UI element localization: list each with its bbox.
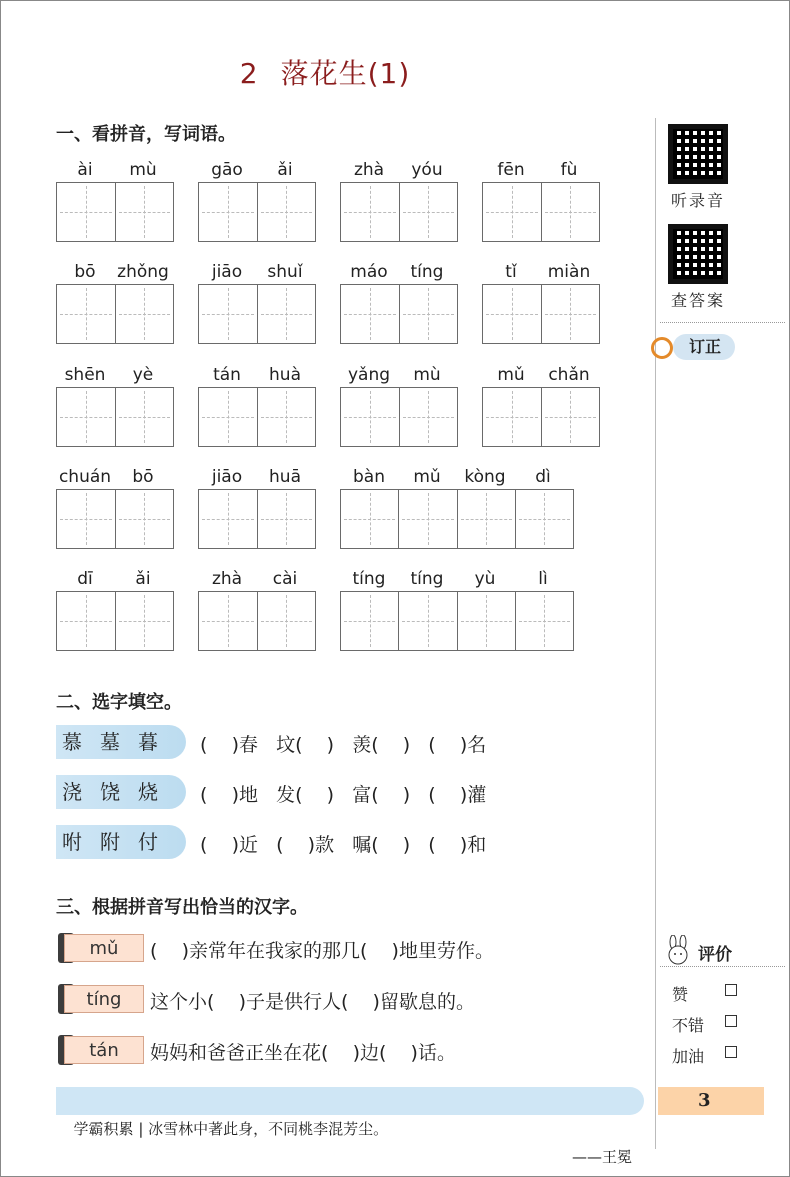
- pinyin-label: fēn: [497, 160, 525, 180]
- footer-author: ——王冕: [571, 1148, 632, 1166]
- pinyin-label: kòng: [464, 467, 506, 487]
- writing-cell[interactable]: [116, 490, 174, 548]
- pinyin-label: miàn: [547, 262, 591, 282]
- writing-grid[interactable]: [340, 284, 458, 344]
- pinyin-label: ài: [77, 160, 93, 180]
- writing-grid[interactable]: [56, 489, 174, 549]
- pinyin-label: tán: [213, 365, 241, 385]
- rabbit-icon: [664, 935, 692, 965]
- pinyin-label: bàn: [353, 467, 385, 487]
- page-title: [0, 52, 650, 92]
- pinyin-label: mù: [413, 365, 441, 385]
- eval-option-great: 赞: [672, 985, 689, 1004]
- writing-cell[interactable]: [341, 285, 400, 343]
- writing-cell[interactable]: [258, 490, 316, 548]
- writing-grid[interactable]: [198, 387, 316, 447]
- writing-cell[interactable]: [199, 183, 258, 241]
- eval-option-try: 加油: [672, 1047, 705, 1066]
- writing-cell[interactable]: [483, 183, 542, 241]
- writing-grid[interactable]: [340, 387, 458, 447]
- pinyin-label: shēn: [64, 365, 106, 385]
- pinyin-label: zhà: [211, 569, 243, 589]
- pinyin-label: shuǐ: [267, 262, 303, 282]
- writing-cell[interactable]: [57, 183, 116, 241]
- pinyin-label: huā: [269, 467, 301, 487]
- writing-cell[interactable]: [400, 285, 458, 343]
- pinyin-label: cài: [272, 569, 298, 589]
- pinyin-label: yǎng: [347, 365, 391, 385]
- pinyin-label: bō: [74, 262, 96, 282]
- writing-cell[interactable]: [483, 388, 542, 446]
- writing-cell[interactable]: [57, 592, 116, 650]
- sentence-row-1[interactable]: ( )亲常年在我家的那几( )地里劳作。: [150, 940, 494, 962]
- pinyin-tag-1: mǔ: [64, 934, 144, 962]
- footer-quote-bar: [56, 1087, 644, 1166]
- pinyin-label: mǔ: [413, 467, 441, 487]
- pinyin-label: tíng: [410, 569, 444, 589]
- lesson-number: 2: [239, 57, 259, 90]
- pinyin-label: jiāo: [211, 262, 243, 282]
- sentence-row-2[interactable]: 这个小( )子是供行人( )留歇息的。: [150, 991, 475, 1013]
- writing-grid[interactable]: [56, 591, 174, 651]
- writing-grid[interactable]: [198, 284, 316, 344]
- pinyin-label: dī: [77, 569, 93, 589]
- writing-cell[interactable]: [458, 490, 516, 548]
- pinyin-label: lì: [538, 569, 548, 589]
- writing-cell[interactable]: [57, 285, 116, 343]
- pinyin-label: tíng: [410, 262, 444, 282]
- writing-cell[interactable]: [116, 388, 174, 446]
- writing-cell[interactable]: [483, 285, 542, 343]
- pinyin-label: gāo: [211, 160, 243, 180]
- lesson-title: 落花生(1): [280, 57, 411, 90]
- writing-grid[interactable]: [198, 591, 316, 651]
- eval-checkbox-try[interactable]: [725, 1046, 737, 1058]
- fill-row-2[interactable]: ( )地 发( ) 富( ) ( )灌: [200, 784, 487, 806]
- writing-grid[interactable]: [482, 182, 600, 242]
- writing-grid[interactable]: [198, 489, 316, 549]
- writing-cell[interactable]: [258, 285, 316, 343]
- pinyin-label: jiāo: [211, 467, 243, 487]
- qr-code-audio[interactable]: [668, 124, 728, 184]
- section1-heading: 一、看拼音，写词语。: [56, 124, 236, 145]
- writing-grid[interactable]: [56, 182, 174, 242]
- writing-cell[interactable]: [399, 490, 457, 548]
- sidebar-separator: [660, 322, 785, 323]
- writing-grid[interactable]: [340, 591, 574, 651]
- pinyin-label: ǎi: [277, 160, 293, 180]
- options-pill-2: 浇饶烧: [56, 775, 186, 809]
- writing-cell[interactable]: [258, 183, 316, 241]
- qr-audio-label: 听录音: [670, 191, 725, 210]
- writing-cell[interactable]: [400, 183, 458, 241]
- pinyin-label: fù: [560, 160, 578, 180]
- writing-cell[interactable]: [341, 490, 399, 548]
- pinyin-label: yè: [132, 365, 154, 385]
- options-pill-1: 慕墓暮: [56, 725, 186, 759]
- fill-row-3[interactable]: ( )近 ( )款 嘱( ) ( )和: [200, 834, 487, 856]
- writing-cell[interactable]: [199, 388, 258, 446]
- evaluation-title: 评价: [698, 945, 732, 965]
- footer-quote: 学霸积累 | 冰雪林中著此身，不同桃李混芳尘。: [73, 1120, 389, 1138]
- pinyin-label: yù: [474, 569, 496, 589]
- pinyin-label: huà: [269, 365, 301, 385]
- pinyin-tag-2: tíng: [64, 985, 144, 1013]
- pinyin-label: ǎi: [135, 569, 151, 589]
- eval-checkbox-great[interactable]: [725, 984, 737, 996]
- writing-cell[interactable]: [57, 490, 116, 548]
- pinyin-label: mǔ: [497, 365, 525, 385]
- pinyin-tag-3: tán: [64, 1036, 144, 1064]
- sidebar-divider: [655, 118, 656, 1149]
- fill-row-1[interactable]: ( )春 坟( ) 羡( ) ( )名: [200, 734, 487, 756]
- pinyin-label: chǎn: [548, 365, 590, 385]
- options-pill-3: 咐附付: [56, 825, 186, 859]
- writing-cell[interactable]: [458, 592, 516, 650]
- pinyin-label: tǐ: [505, 262, 517, 282]
- pinyin-label: tíng: [352, 569, 386, 589]
- pinyin-label: zhà: [353, 160, 385, 180]
- writing-cell[interactable]: [116, 285, 174, 343]
- writing-grid[interactable]: [56, 284, 174, 344]
- qr-answers-label: 查答案: [670, 291, 725, 310]
- writing-cell[interactable]: [116, 183, 174, 241]
- writing-cell[interactable]: [116, 592, 174, 650]
- magnifier-icon: [651, 337, 673, 359]
- writing-cell[interactable]: [341, 592, 399, 650]
- writing-cell[interactable]: [199, 285, 258, 343]
- section2-heading: 二、选字填空。: [56, 692, 182, 713]
- eval-separator: [660, 966, 785, 967]
- writing-cell[interactable]: [542, 285, 600, 343]
- writing-cell[interactable]: [258, 388, 316, 446]
- writing-cell[interactable]: [341, 183, 400, 241]
- pinyin-label: máo: [350, 262, 388, 282]
- writing-cell[interactable]: [516, 592, 573, 650]
- writing-cell[interactable]: [542, 183, 600, 241]
- pinyin-label: dì: [535, 467, 551, 487]
- writing-cell[interactable]: [516, 490, 573, 548]
- writing-cell[interactable]: [258, 592, 316, 650]
- writing-cell[interactable]: [399, 592, 457, 650]
- pinyin-label: zhǒng: [117, 262, 169, 282]
- correction-label: 订正: [673, 334, 735, 360]
- writing-cell[interactable]: [199, 490, 258, 548]
- page-number: 3: [658, 1087, 764, 1115]
- writing-grid[interactable]: [198, 182, 316, 242]
- writing-cell[interactable]: [400, 388, 458, 446]
- eval-option-good: 不错: [672, 1016, 705, 1035]
- writing-grid[interactable]: [482, 387, 600, 447]
- pinyin-label: yóu: [411, 160, 443, 180]
- writing-cell[interactable]: [57, 388, 116, 446]
- writing-cell[interactable]: [341, 388, 400, 446]
- writing-grid[interactable]: [56, 387, 174, 447]
- writing-grid[interactable]: [482, 284, 600, 344]
- pinyin-label: bō: [132, 467, 154, 487]
- section3-heading: 三、根据拼音写出恰当的汉字。: [56, 897, 308, 918]
- writing-grid[interactable]: [340, 489, 574, 549]
- eval-checkbox-good[interactable]: [725, 1015, 737, 1027]
- pinyin-label: chuán: [58, 467, 112, 487]
- writing-grid[interactable]: [340, 182, 458, 242]
- sentence-row-3[interactable]: 妈妈和爸爸正坐在花( )边( )话。: [150, 1042, 456, 1064]
- writing-cell[interactable]: [199, 592, 258, 650]
- qr-code-answers[interactable]: [668, 224, 728, 284]
- pinyin-label: mù: [129, 160, 157, 180]
- writing-cell[interactable]: [542, 388, 600, 446]
